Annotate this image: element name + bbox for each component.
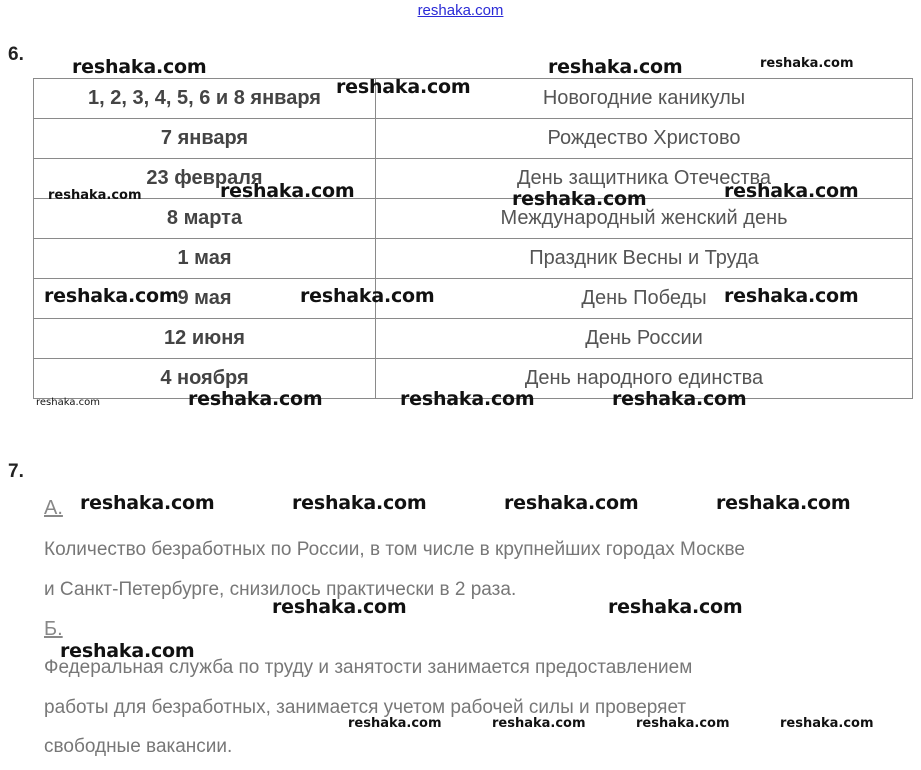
holiday-date: 12 июня <box>34 319 376 359</box>
answer-b-text-line: работы для безработных, занимается учетом рабочей силы и проверяет <box>44 697 687 718</box>
table-row <box>34 319 913 359</box>
table-row <box>34 239 913 279</box>
holiday-date: 9 мая <box>34 279 376 319</box>
watermark: reshaka.com <box>80 492 215 514</box>
watermark: reshaka.com <box>220 180 355 202</box>
watermark: reshaka.com <box>292 492 427 514</box>
task-6-number: 6. <box>8 44 24 65</box>
watermark: reshaka.com <box>348 716 442 731</box>
answer-a-text-line: Количество безработных по России, в том числе в крупнейших городах Москве <box>44 539 745 560</box>
answer-b-letter: Б. <box>44 618 63 640</box>
watermark: reshaka.com <box>272 596 407 618</box>
watermark: reshaka.com <box>512 188 647 210</box>
table-row <box>34 79 913 119</box>
watermark: reshaka.com <box>300 285 435 307</box>
watermark: reshaka.com <box>44 285 179 307</box>
holiday-name: День народного единства <box>376 359 913 399</box>
holiday-name: День Победы <box>376 279 913 319</box>
watermark: reshaka.com <box>760 56 854 71</box>
answer-b-text-line: свободные вакансии. <box>44 736 233 757</box>
watermark: reshaka.com <box>724 285 859 307</box>
watermark: reshaka.com <box>716 492 851 514</box>
watermark: reshaka.com <box>612 388 747 410</box>
watermark: reshaka.com <box>48 188 142 203</box>
watermark: reshaka.com <box>72 56 207 78</box>
watermark: reshaka.com <box>780 716 874 731</box>
watermark: reshaka.com <box>724 180 859 202</box>
holiday-name: Международный женский день <box>376 199 913 239</box>
holiday-name: День России <box>376 319 913 359</box>
holiday-date: 4 ноября <box>34 359 376 399</box>
answer-a-letter: А. <box>44 497 63 519</box>
holiday-name: Рождество Христово <box>376 119 913 159</box>
answer-b-text-line: Федеральная служба по труду и занятости занимается предоставлением <box>44 657 693 678</box>
watermark: reshaka.com <box>188 388 323 410</box>
watermark: reshaka.com <box>336 76 471 98</box>
holiday-date: 7 января <box>34 119 376 159</box>
watermark: reshaka.com <box>548 56 683 78</box>
watermark: reshaka.com <box>636 716 730 731</box>
watermark: reshaka.com <box>400 388 535 410</box>
watermark: reshaka.com <box>504 492 639 514</box>
table-row <box>34 119 913 159</box>
holiday-name: День защитника Отечества <box>376 159 913 199</box>
holiday-date: 1, 2, 3, 4, 5, 6 и 8 января <box>34 79 376 119</box>
holiday-name: Новогодние каникулы <box>376 79 913 119</box>
table-row <box>34 199 913 239</box>
header-site-link[interactable]: reshaka.com <box>417 2 504 19</box>
holiday-date: 1 мая <box>34 239 376 279</box>
answer-a-text-line: и Санкт-Петербурге, снизилось практически в 2 раза. <box>44 579 517 600</box>
holiday-name: Праздник Весны и Труда <box>376 239 913 279</box>
watermark: reshaka.com <box>60 640 195 662</box>
holiday-date: 23 февраля <box>34 159 376 199</box>
watermark: reshaka.com <box>36 397 100 408</box>
watermark: reshaka.com <box>492 716 586 731</box>
holidays-table <box>33 78 913 399</box>
holiday-date: 8 марта <box>34 199 376 239</box>
task-7-number: 7. <box>8 461 24 482</box>
watermark: reshaka.com <box>608 596 743 618</box>
